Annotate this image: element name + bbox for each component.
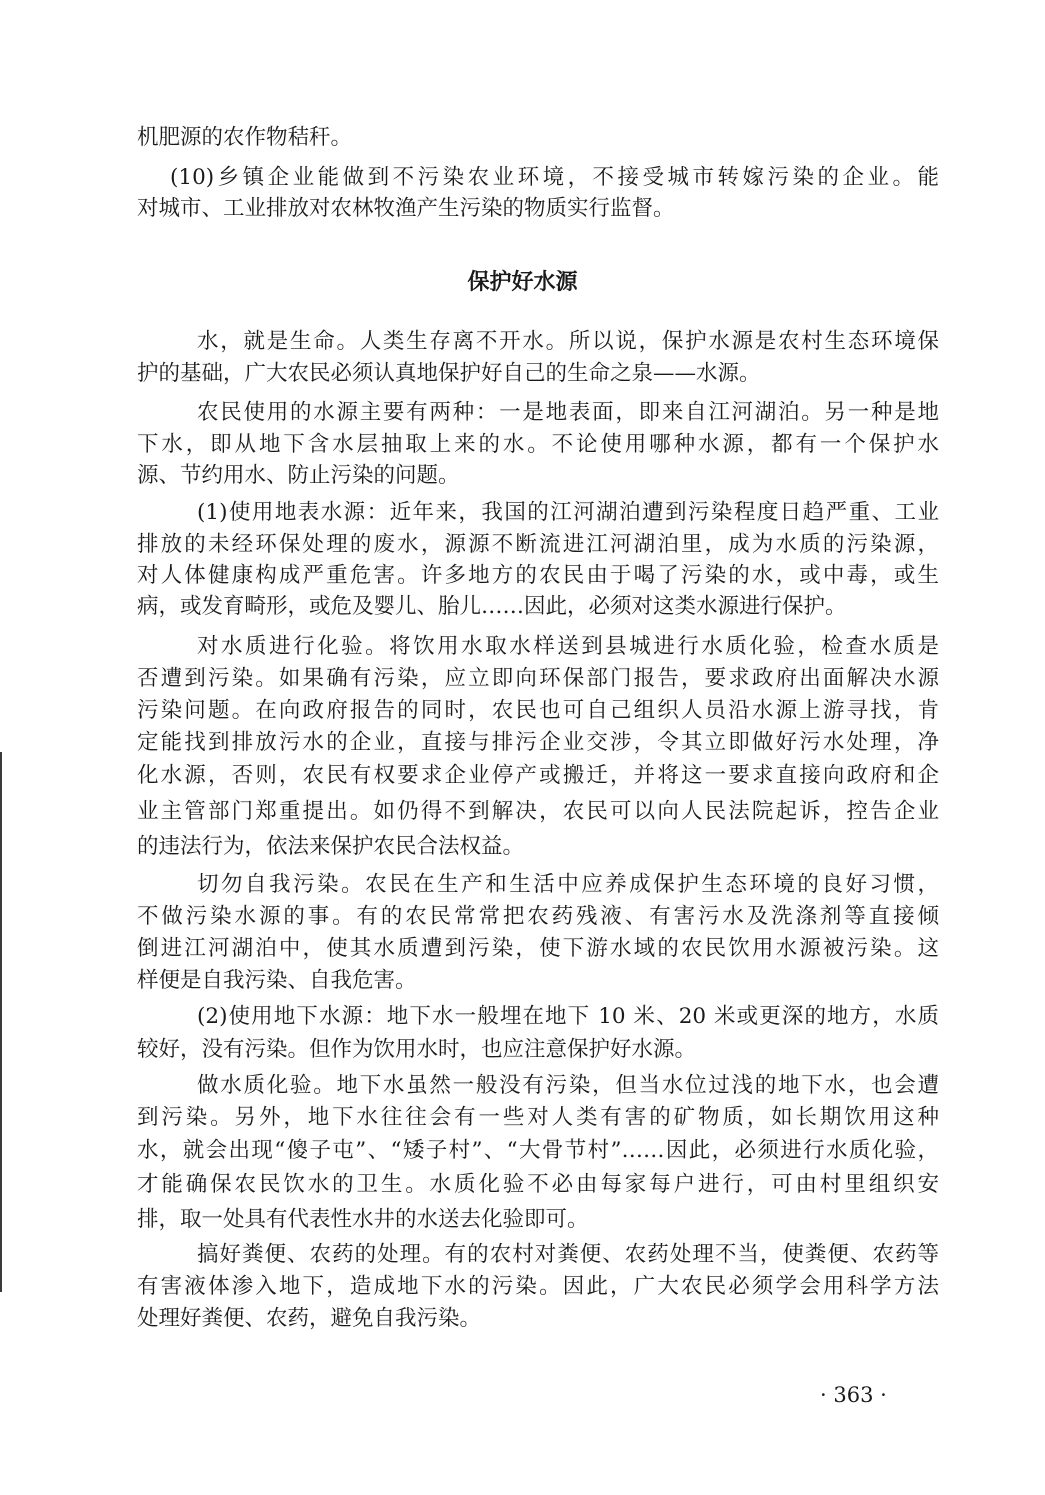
text-line: 搞好粪便、农药的处理。有的农村对粪便、农药处理不当，使粪便、农药等 <box>197 1242 939 1267</box>
text-line: 做水质化验。地下水虽然一般没有污染，但当水位过浅的地下水，也会遭 <box>197 1073 939 1098</box>
text-line: 源、节约用水、防止污染的问题。 <box>137 463 460 488</box>
text-line: (2)使用地下水源：地下水一般埋在地下 10 米、20 米或更深的地方，水质 <box>197 1004 939 1029</box>
text-line: 否遭到污染。如果确有污染，应立即向环保部门报告，要求政府出面解决水源 <box>137 666 939 691</box>
text-line: 对人体健康构成严重危害。许多地方的农民由于喝了污染的水，或中毒，或生 <box>137 563 939 588</box>
text-line: 病，或发育畸形，或危及婴儿、胎儿……因此，必须对这类水源进行保护。 <box>137 594 847 619</box>
text-line: 农民使用的水源主要有两种：一是地表面，即来自江河湖泊。另一种是地 <box>197 400 939 425</box>
text-line: 机肥源的农作物秸秆。 <box>137 125 353 150</box>
text-line: 排放的未经环保处理的废水，源源不断流进江河湖泊里，成为水质的污染源， <box>137 532 939 557</box>
text-line: 到污染。另外，地下水往往会有一些对人类有害的矿物质，如长期饮用这种 <box>137 1105 939 1130</box>
text-line: 下水，即从地下含水层抽取上来的水。不论使用哪种水源，都有一个保护水 <box>137 432 939 457</box>
text-line: 切勿自我污染。农民在生产和生活中应养成保护生态环境的良好习惯， <box>197 872 939 897</box>
text-line: 对城市、工业排放对农林牧渔产生污染的物质实行监督。 <box>137 196 675 221</box>
text-line: 排，取一处具有代表性水井的水送去化验即可。 <box>137 1207 589 1232</box>
text-line: 有害液体渗入地下，造成地下水的污染。因此，广大农民必须学会用科学方法 <box>137 1274 939 1299</box>
text-line: (10)乡镇企业能做到不污染农业环境，不接受城市转嫁污染的企业。能 <box>170 165 939 190</box>
text-line: (1)使用地表水源：近年来，我国的江河湖泊遭到污染程度日趋严重、工业 <box>197 500 939 525</box>
text-line: 较好，没有污染。但作为饮用水时，也应注意保护好水源。 <box>137 1037 697 1062</box>
text-line: 化水源，否则，农民有权要求企业停产或搬迁，并将这一要求直接向政府和企 <box>137 763 939 788</box>
text-line: 的违法行为，依法来保护农民合法权益。 <box>137 834 525 859</box>
text-line: 才能确保农民饮水的卫生。水质化验不必由每家每户进行，可由村里组织安 <box>137 1172 939 1197</box>
text-line: 处理好粪便、农药，避免自我污染。 <box>137 1306 482 1331</box>
scan-margin-rule <box>0 752 2 1292</box>
text-line: 护的基础，广大农民必须认真地保护好自己的生命之泉——水源。 <box>137 361 761 386</box>
page-number: · 363 · <box>820 1383 887 1407</box>
text-line: 污染问题。在向政府报告的同时，农民也可自己组织人员沿水源上游寻找，肯 <box>137 698 939 723</box>
section-title: 保护好水源 <box>467 270 578 295</box>
text-line: 业主管部门郑重提出。如仍得不到解决，农民可以向人民法院起诉，控告企业 <box>137 799 939 824</box>
text-line: 水，就是生命。人类生存离不开水。所以说，保护水源是农村生态环境保 <box>197 329 939 354</box>
text-line: 倒进江河湖泊中，使其水质遭到污染，使下游水域的农民饮用水源被污染。这 <box>137 936 939 961</box>
text-line: 水，就会出现“傻子屯”、“矮子村”、“大骨节村”……因此，必须进行水质化验， <box>137 1138 939 1163</box>
text-line: 样便是自我污染、自我危害。 <box>137 968 417 993</box>
text-line: 定能找到排放污水的企业，直接与排污企业交涉，令其立即做好污水处理，净 <box>137 730 939 755</box>
text-line: 不做污染水源的事。有的农民常常把农药残液、有害污水及洗涤剂等直接倾 <box>137 904 939 929</box>
text-line: 对水质进行化验。将饮用水取水样送到县城进行水质化验，检查水质是 <box>197 634 939 659</box>
